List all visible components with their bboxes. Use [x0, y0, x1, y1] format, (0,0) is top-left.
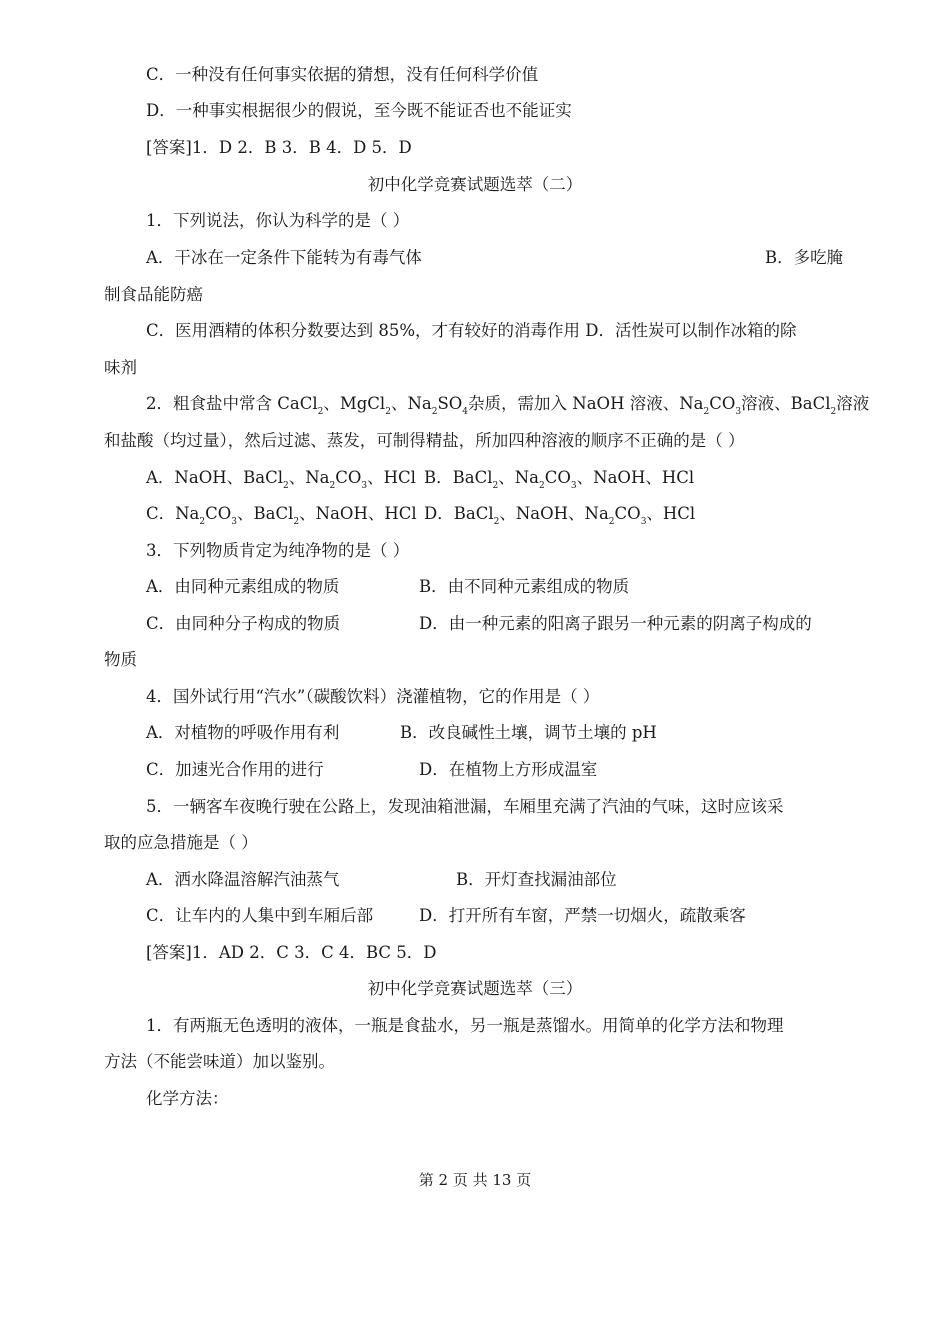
q2-stem: 2．粗食盐中常含 CaCl$_2$、MgCl$_2$、$Na_2SO_4$杂质，需加入 NaOH 溶液、$Na_2CO_3$溶液、BaCl$_2$溶液 [146, 394, 870, 417]
section-2-answer: [答案]1．AD 2．C 3．C 4．BC 5．D [146, 943, 437, 962]
q5-option-c: C．让车内的人集中到车厢后部 [146, 906, 374, 925]
q5-stem: 5．一辆客车夜晚行驶在公路上，发现油箱泄漏，车厢里充满了汽油的气味，这时应该采 [146, 797, 784, 816]
prev-answer: [答案]1．D 2．B 3．B 4．D 5．D [146, 138, 412, 157]
q4-option-c: C．加速光合作用的进行 [146, 760, 324, 779]
section-3-title: 初中化学竞赛试题选萃（三） [367, 979, 583, 998]
q2-stem-cont: 和盐酸（均过量），然后过滤、蒸发，可制得精盐，所加四种溶液的顺序不正确的是（ ） [104, 431, 745, 450]
q2-option-d: D．BaCl$_2$、NaOH、$Na_2CO_3$、HCl [424, 504, 696, 527]
q5-option-a: A．洒水降温溶解汽油蒸气 [146, 870, 340, 889]
q4-option-b: B．改良碱性土壤，调节土壤的 pH [400, 723, 657, 742]
q4-stem: 4．国外试行用“汽水”（碳酸饮料）浇灌植物，它的作用是（ ） [146, 687, 600, 706]
q1-option-cd-cont: 味剂 [104, 358, 137, 377]
q3-option-d-cont: 物质 [104, 650, 137, 669]
q3-option-d: D．由一种元素的阳离子跟另一种元素的阴离子构成的 [419, 614, 812, 633]
section-2-title: 初中化学竞赛试题选萃（二） [367, 175, 583, 194]
q1-option-b-cont: 制食品能防癌 [104, 285, 203, 304]
chemical-method-label: 化学方法： [146, 1089, 229, 1108]
q2-option-a: A．NaOH、BaCl$_2$、$Na_2CO_3$、HCl [146, 468, 416, 491]
q3-option-a: A．由同种元素组成的物质 [146, 577, 340, 596]
q5-stem-cont: 取的应急措施是（ ） [104, 833, 258, 852]
prev-option-d: D．一种事实根据很少的假说，至今既不能证否也不能证实 [146, 101, 572, 120]
q1-option-b: B．多吃腌 [765, 248, 844, 267]
q1-stem: 1．下列说法，你认为科学的是（ ） [146, 211, 410, 230]
q3-stem: 3．下列物质肯定为纯净物的是（ ） [146, 541, 410, 560]
q1-option-a: A．干冰在一定条件下能转为有毒气体 [146, 248, 422, 267]
q1-option-cd: C．医用酒精的体积分数要达到 85%，才有较好的消毒作用 D．活性炭可以制作冰箱的除 [146, 321, 797, 340]
q5-option-b: B．开灯查找漏油部位 [456, 870, 617, 889]
q2-option-b: B．BaCl$_2$、$Na_2CO_3$、NaOH、HCl [424, 468, 695, 491]
q2-option-c: C．$Na_2CO_3$、BaCl$_2$、NaOH、HCl [146, 504, 417, 527]
q5-option-d: D．打开所有车窗，严禁一切烟火，疏散乘客 [419, 906, 746, 925]
sec3-q1-stem-cont: 方法（不能尝味道）加以鉴别。 [104, 1052, 335, 1071]
page-footer: 第 2 页 共 13 页 [418, 1171, 532, 1189]
q4-option-d: D．在植物上方形成温室 [419, 760, 598, 779]
prev-option-c: C．一种没有任何事实依据的猜想，没有任何科学价值 [146, 65, 539, 84]
q3-option-c: C．由同种分子构成的物质 [146, 614, 341, 633]
q3-option-b: B．由不同种元素组成的物质 [419, 577, 630, 596]
q4-option-a: A．对植物的呼吸作用有利 [146, 723, 340, 742]
sec3-q1-stem: 1．有两瓶无色透明的液体，一瓶是食盐水，另一瓶是蒸馏水。用简单的化学方法和物理 [146, 1016, 784, 1035]
